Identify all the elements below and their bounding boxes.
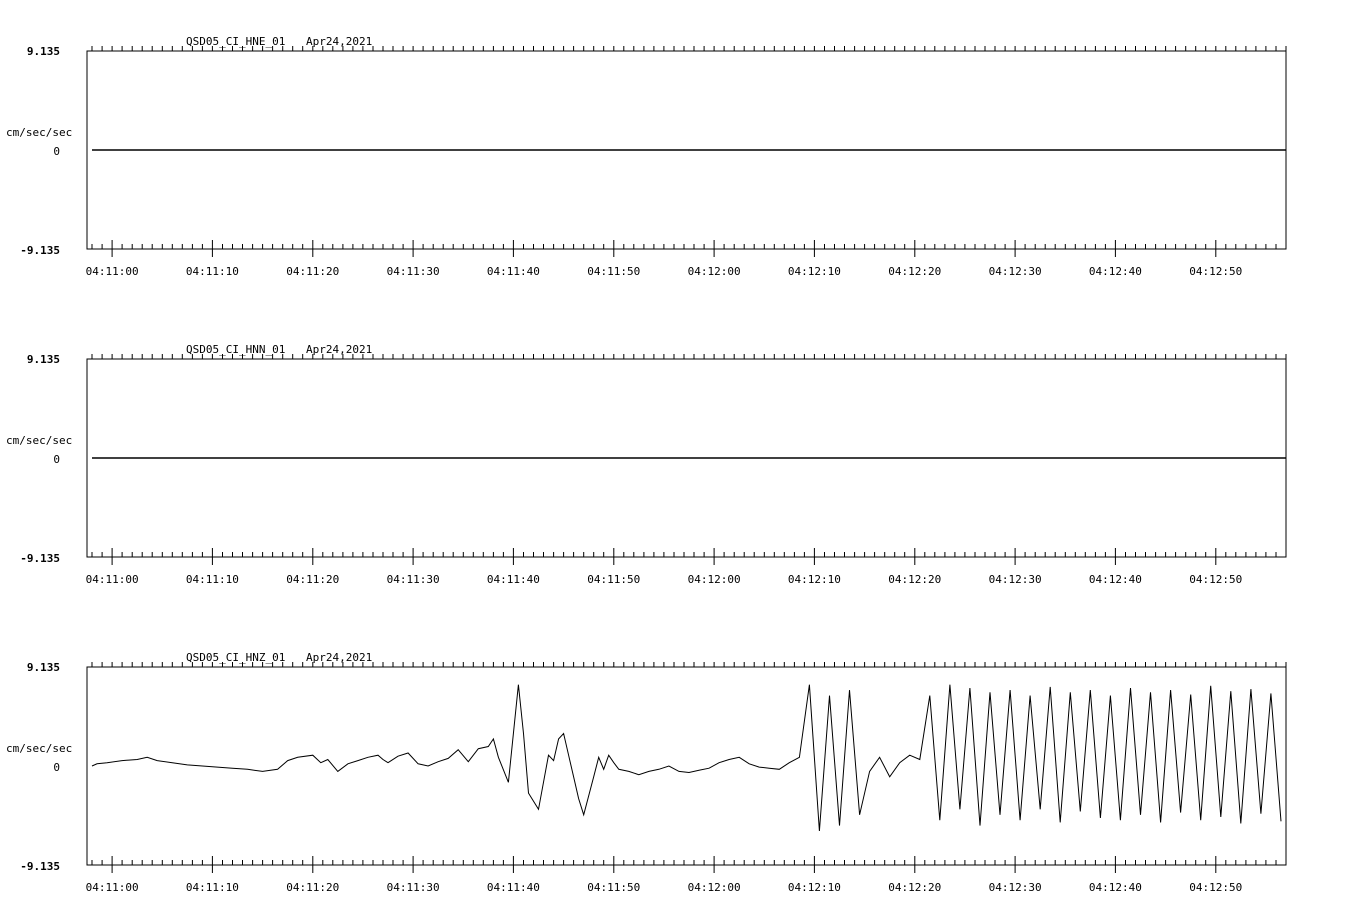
x-tick-label: 04:11:30 <box>386 265 440 278</box>
x-ticks <box>92 46 1286 257</box>
x-tick-label: 04:12:00 <box>687 265 741 278</box>
x-tick-marks <box>92 354 1286 565</box>
panel-date: Apr24,2021 <box>306 343 373 356</box>
x-tick-label: 04:11:30 <box>386 881 440 894</box>
x-tick-label: 04:11:40 <box>486 881 540 894</box>
x-tick-label: 04:12:40 <box>1088 265 1142 278</box>
x-tick-label: 04:12:10 <box>787 881 841 894</box>
x-tick-label: 04:12:40 <box>1088 573 1142 586</box>
x-tick-label: 04:11:40 <box>486 265 540 278</box>
x-tick-label: 04:11:10 <box>185 881 239 894</box>
y-tick-zero: 0 <box>53 761 60 774</box>
x-tick-label: 04:11:10 <box>185 265 239 278</box>
panel-date: Apr24,2021 <box>306 35 373 48</box>
x-tick-labels <box>86 265 1243 278</box>
x-tick-labels <box>86 881 1243 894</box>
x-tick-label: 04:11:20 <box>286 265 340 278</box>
panel-title: QSD05_CI_HNE_01 <box>186 35 286 48</box>
x-tick-label: 04:11:30 <box>386 573 440 586</box>
x-tick-label: 04:11:10 <box>185 573 239 586</box>
x-tick-label: 04:12:20 <box>888 265 942 278</box>
x-tick-label: 04:11:20 <box>286 881 340 894</box>
panel-date: Apr24,2021 <box>306 651 373 664</box>
x-tick-label: 04:11:50 <box>587 881 641 894</box>
panel-hnn <box>6 343 1286 586</box>
x-tick-label: 04:11:00 <box>85 265 139 278</box>
x-tick-label: 04:12:00 <box>687 881 741 894</box>
x-tick-label: 04:11:00 <box>85 573 139 586</box>
x-tick-label: 04:11:00 <box>85 881 139 894</box>
x-ticks <box>92 354 1286 565</box>
x-tick-label: 04:12:10 <box>787 265 841 278</box>
y-tick-bottom: -9.135 <box>20 244 60 257</box>
x-tick-label: 04:12:50 <box>1189 265 1243 278</box>
panel-hne <box>6 35 1286 278</box>
y-tick-top: 9.135 <box>26 661 60 674</box>
y-tick-top: 9.135 <box>26 353 60 366</box>
x-ticks <box>92 662 1286 873</box>
x-tick-label: 04:11:50 <box>587 573 641 586</box>
panel-hnz <box>6 651 1286 894</box>
x-tick-label: 04:12:20 <box>888 573 942 586</box>
y-tick-zero: 0 <box>53 453 60 466</box>
panel-title: QSD05_CI_HNZ_01 <box>186 651 286 664</box>
y-axis-label: cm/sec/sec <box>6 434 73 447</box>
x-tick-label: 04:12:40 <box>1088 881 1142 894</box>
x-tick-marks <box>92 662 1286 873</box>
x-tick-label: 04:12:00 <box>687 573 741 586</box>
x-tick-label: 04:12:50 <box>1189 573 1243 586</box>
x-tick-label: 04:12:50 <box>1189 881 1243 894</box>
x-tick-label: 04:12:10 <box>787 573 841 586</box>
y-tick-bottom: -9.135 <box>20 860 60 873</box>
y-tick-bottom: -9.135 <box>20 552 60 565</box>
plot-frame <box>87 667 1286 865</box>
x-tick-marks <box>92 46 1286 257</box>
x-tick-label: 04:11:50 <box>587 265 641 278</box>
x-tick-label: 04:12:30 <box>988 573 1042 586</box>
y-axis-label: cm/sec/sec <box>6 742 73 755</box>
waveform-line <box>92 685 1281 831</box>
y-tick-zero: 0 <box>53 145 60 158</box>
x-tick-label: 04:11:40 <box>486 573 540 586</box>
x-tick-label: 04:12:20 <box>888 881 942 894</box>
panel-title: QSD05_CI_HNN_01 <box>186 343 286 356</box>
y-axis-label: cm/sec/sec <box>6 126 73 139</box>
x-tick-labels <box>86 573 1243 586</box>
x-tick-label: 04:11:20 <box>286 573 340 586</box>
x-tick-label: 04:12:30 <box>988 881 1042 894</box>
x-tick-label: 04:12:30 <box>988 265 1042 278</box>
y-tick-top: 9.135 <box>26 45 60 58</box>
